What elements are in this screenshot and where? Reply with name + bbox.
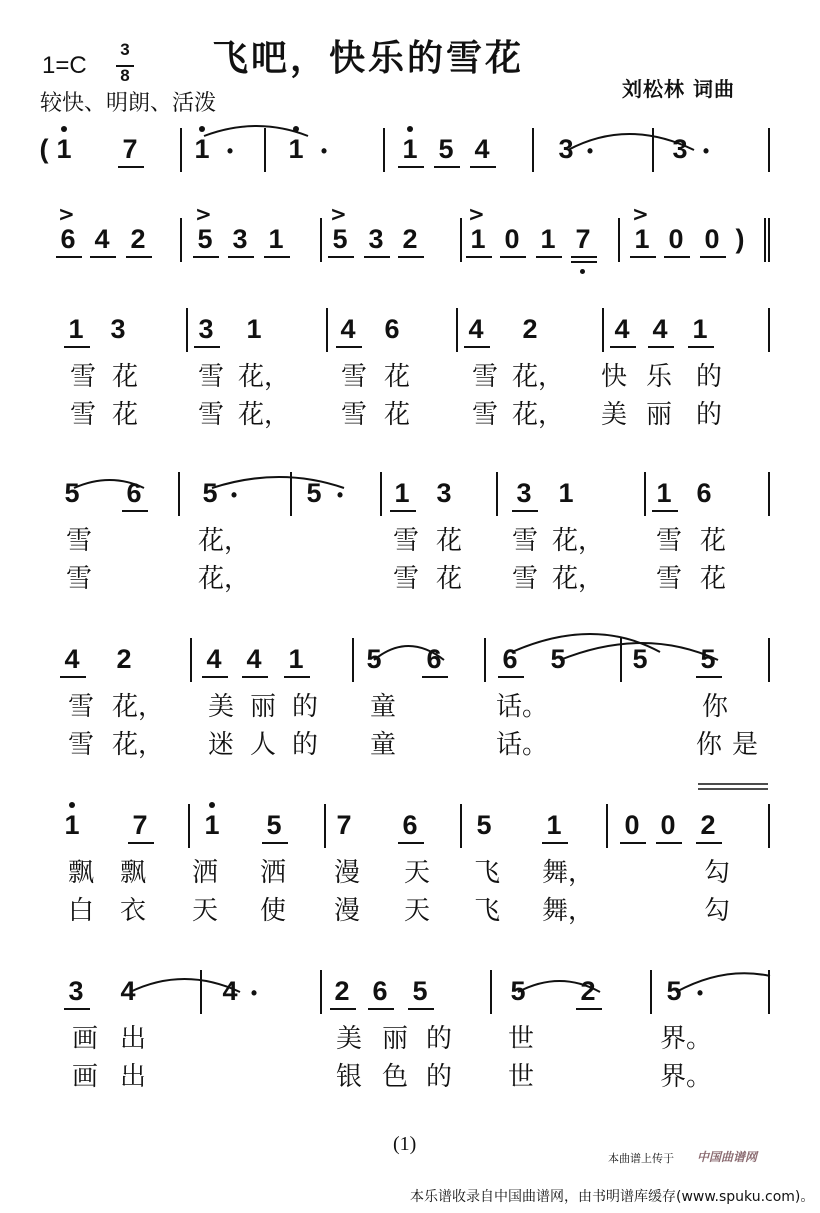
lyric-syllable: 雪 [66,564,93,594]
note: 7 [122,134,138,164]
tie [74,480,144,488]
note: 3 [68,976,84,1006]
lyric-syllable: 出 [120,1062,147,1092]
tie [676,973,770,992]
accent-mark: > [58,202,75,226]
lyric-syllable: 雪 [341,362,368,392]
lyric-syllable: 美 [601,400,628,430]
note: 0 [704,224,720,254]
lyric-syllable: 花， [198,564,251,594]
lyric-syllable: 衣 [120,896,147,926]
lyric-syllable: 画 [72,1024,99,1054]
note: 4 [206,644,222,674]
note: 1 [204,810,220,840]
note: 1 [546,810,562,840]
lyric-syllable: 丽 [382,1024,409,1054]
lyric-syllable: 花， [238,400,291,430]
lyric-syllable: 丽 [250,692,277,722]
lyric-syllable: 是 [732,730,759,760]
lyric-syllable: 雪 [198,400,225,430]
lyric-syllable: 的 [292,730,319,760]
lyric-syllable: 雪 [512,564,539,594]
note: 5 [438,134,454,164]
lyric-syllable: 飞 [474,896,501,926]
tie [212,477,344,488]
note: 7 [132,810,148,840]
lyric-syllable: 雪 [68,692,95,722]
note: 0 [624,810,640,840]
note: 2 [522,314,538,344]
lyric-syllable: 花， [512,362,565,392]
note: 1 [268,224,284,254]
lyric-syllable: 雪 [393,564,420,594]
note: 1 [470,224,486,254]
repeat-paren: ) [735,224,745,254]
lyric-syllable: 漫 [334,896,361,926]
note: 5 [666,976,682,1006]
dot-extension: • [336,485,344,505]
lyric-syllable: 世 [508,1024,535,1054]
note: 4 [474,134,490,164]
note: 0 [668,224,684,254]
note: 5 [332,224,348,254]
lyric-syllable: 舞， [542,858,595,888]
upload-note: 本曲谱上传于 [608,1152,674,1165]
time-signature-bottom: 8 [120,66,130,85]
note: 1 [68,314,84,344]
note: 5 [306,478,322,508]
note: 2 [700,810,716,840]
lyric-syllable: 出 [120,1024,147,1054]
lyric-syllable: 花 [436,564,463,594]
note: 6 [426,644,442,674]
accent-mark: > [468,202,485,226]
lyric-syllable: 丽 [646,400,673,430]
note: 0 [660,810,676,840]
note: 6 [60,224,76,254]
accent-mark: > [330,202,347,226]
lyric-syllable: 飘 [68,858,95,888]
note: 7 [575,224,591,254]
note: 3 [368,224,384,254]
time-signature-top: 3 [120,40,130,59]
copyright-footer: 本乐谱收录自中国曲谱网，由书明谱库缓存(www.spuku.com)。 [410,1189,815,1205]
lyric-syllable: 话。 [496,692,549,722]
note: 1 [246,314,262,344]
lyric-syllable: 飘 [120,858,147,888]
note: 4 [120,976,136,1006]
lyric-syllable: 天 [404,896,431,926]
repeat-paren: ( [39,134,49,164]
lyric-syllable: 乐 [646,362,673,392]
lyric-syllable: 花， [198,526,251,556]
key-signature: 1=C [42,52,87,79]
lyric-syllable: 雪 [656,564,683,594]
note: 5 [266,810,282,840]
lyric-syllable: 天 [404,858,431,888]
note: 4 [246,644,262,674]
note: 5 [202,478,218,508]
note: 3 [198,314,214,344]
note: 2 [402,224,418,254]
note: 3 [516,478,532,508]
note: 5 [476,810,492,840]
lyric-syllable: 迷 [208,730,235,760]
lyric-syllable: 的 [696,400,723,430]
note: 1 [288,134,304,164]
note: 1 [634,224,650,254]
note: 1 [64,810,80,840]
lyric-syllable: 飞 [474,858,501,888]
note: 5 [632,644,648,674]
song-title: 飞吧，快乐的雪花 [212,37,525,79]
author-credit: 刘松林 词曲 [622,77,735,101]
tie [568,134,694,150]
note: 5 [412,976,428,1006]
note: 4 [340,314,356,344]
note: 1 [656,478,672,508]
note: 5 [197,224,213,254]
lyric-syllable: 世 [508,1062,535,1092]
lyric-syllable: 雪 [70,400,97,430]
note: 5 [550,644,566,674]
lyric-syllable: 的 [426,1062,453,1092]
accent-mark: > [195,202,212,226]
note: 5 [366,644,382,674]
lyric-syllable: 花 [384,400,411,430]
note: 2 [580,976,596,1006]
lyric-syllable: 洒 [260,858,287,888]
page-number: (1) [393,1133,417,1155]
note: 7 [336,810,352,840]
note: 1 [402,134,418,164]
note: 1 [288,644,304,674]
lyric-syllable: 的 [292,692,319,722]
lyric-syllable: 界。 [660,1024,713,1054]
tie [518,981,600,992]
lyric-syllable: 雪 [512,526,539,556]
note: 1 [194,134,210,164]
lyric-syllable: 你 [702,692,729,722]
note: 3 [232,224,248,254]
note: 2 [334,976,350,1006]
dot-extension: • [702,141,710,161]
lyric-syllable: 雪 [70,362,97,392]
dot-extension: • [230,485,238,505]
lyric-syllable: 雪 [472,400,499,430]
lyric-syllable: 人 [250,730,277,760]
lyric-syllable: 雪 [341,400,368,430]
lyric-syllable: 舞， [542,896,595,926]
note: 6 [384,314,400,344]
note: 1 [692,314,708,344]
lyric-syllable: 花， [552,526,605,556]
lyric-syllable: 雪 [656,526,683,556]
lyric-syllable: 美 [336,1024,363,1054]
note: 6 [126,478,142,508]
tempo-marking: 较快、明朗、活泼 [40,91,217,116]
lyric-syllable: 的 [426,1024,453,1054]
site-logo[interactable]: 中国曲谱网 [697,1150,758,1164]
dot-extension: • [226,141,234,161]
lyric-syllable: 快 [601,362,628,392]
lyric-syllable: 雪 [393,526,420,556]
lyric-syllable: 界。 [660,1062,713,1092]
lyric-syllable: 花 [384,362,411,392]
lyric-syllable: 天 [192,896,219,926]
tie [130,979,240,992]
note: 5 [700,644,716,674]
tie [204,126,308,136]
lyric-syllable: 花 [700,564,727,594]
note: 3 [110,314,126,344]
lyric-syllable: 漫 [334,858,361,888]
tie [374,646,444,660]
lyric-syllable: 花 [112,400,139,430]
note: 6 [372,976,388,1006]
lyric-syllable: 花， [512,400,565,430]
lyric-syllable: 银 [336,1062,363,1092]
lyric-syllable: 花 [436,526,463,556]
lyric-syllable: 雪 [198,362,225,392]
lyric-syllable: 美 [208,692,235,722]
note: 6 [502,644,518,674]
lyric-syllable: 雪 [68,730,95,760]
note: 4 [614,314,630,344]
note: 3 [672,134,688,164]
lyric-syllable: 的 [696,362,723,392]
dot-extension: • [586,141,594,161]
lyric-syllable: 使 [260,896,287,926]
lyric-syllable: 勾 [704,896,731,926]
note: 1 [558,478,574,508]
note: 4 [652,314,668,344]
lyric-syllable: 雪 [472,362,499,392]
note: 6 [402,810,418,840]
note: 1 [56,134,72,164]
note: 5 [64,478,80,508]
lyric-syllable: 花， [112,692,165,722]
lyric-syllable: 花， [238,362,291,392]
note: 3 [558,134,574,164]
note: 4 [94,224,110,254]
dot-extension: • [696,983,704,1003]
note: 1 [540,224,556,254]
note: 3 [436,478,452,508]
note: 4 [64,644,80,674]
note: 5 [510,976,526,1006]
lyric-syllable: 白 [68,896,95,926]
note: 4 [222,976,238,1006]
note: 0 [504,224,520,254]
dot-extension: • [250,983,258,1003]
note: 4 [468,314,484,344]
lyric-syllable: 画 [72,1062,99,1092]
lyric-syllable: 花， [552,564,605,594]
lyric-syllable: 花 [700,526,727,556]
note: 2 [116,644,132,674]
lyric-syllable: 洒 [192,858,219,888]
lyric-syllable: 花， [112,730,165,760]
lyric-syllable: 雪 [66,526,93,556]
accent-mark: > [632,202,649,226]
lyric-syllable: 色 [382,1062,409,1092]
lyric-syllable: 你 [696,730,723,760]
tie [560,643,718,660]
note: 1 [394,478,410,508]
lyric-syllable: 花 [112,362,139,392]
lyric-syllable: 勾 [704,858,731,888]
lyric-syllable: 童 [370,692,397,722]
lyric-syllable: 话。 [496,730,549,760]
note: 2 [130,224,146,254]
dot-extension: • [320,141,328,161]
note: 6 [696,478,712,508]
lyric-syllable: 童 [370,730,397,760]
